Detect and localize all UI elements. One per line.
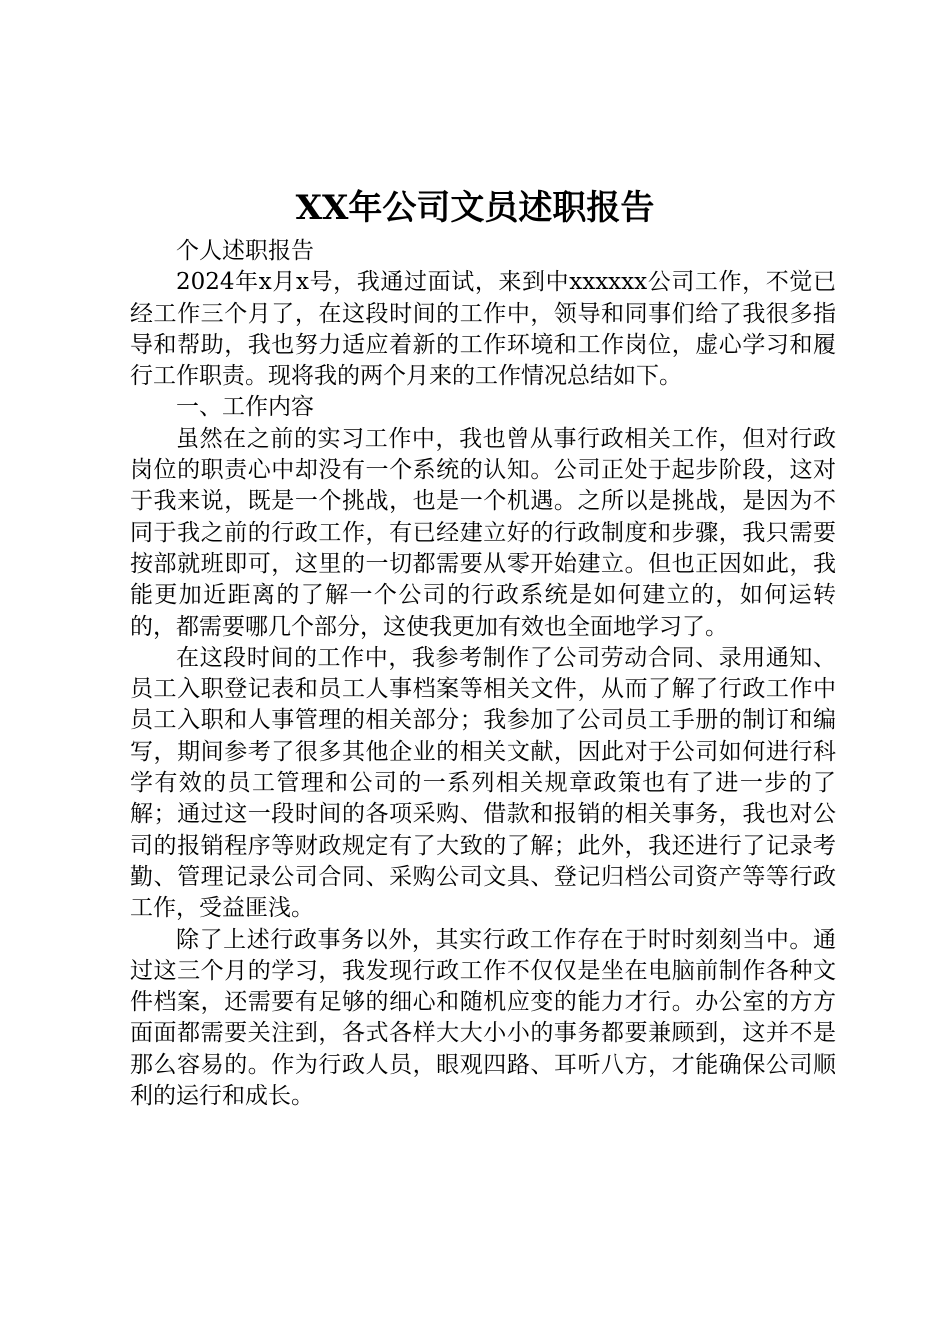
paragraph-tasks: 在这段时间的工作中，我参考制作了公司劳动合同、录用通知、员工入职登记表和员工人事档案等相关文件，从而了解了行政工作中员工入职和人事管理的相关部分；我参加了公司员工手册的制订和编写，期间参考了很多其他企业的相关文献，因此对于公司如何进行科学有效的员工管理和公司的一系列相关规章政策也有了进一步的了解；通过这一段时间的各项采购、借款和报销的相关事务，我也对公司的报销程序等财政规定有了大致的了解；此外，我还进行了记录考勤、管理记录公司合同、采购公司文具、登记归档公司资产等等行政工作，受益匪浅。 [130,644,836,922]
document-title: XX年公司文员述职报告 [295,188,655,228]
paragraph-reflection: 除了上述行政事务以外，其实行政工作存在于时时刻刻当中。通过这三个月的学习，我发现行政工作不仅仅是坐在电脑前制作各种文件档案，还需要有足够的细心和随机应变的能力才行。办公室的方方面面都需要关注到，各式各样大大小小的事务都要兼顾到，这并不是那么容易的。作为行政人员，眼观四路、耳听八方，才能确保公司顺利的运行和成长。 [130,926,836,1110]
paragraph-challenge: 虽然在之前的实习工作中，我也曾从事行政相关工作，但对行政岗位的职责心中却没有一个系统的认知。公司正处于起步阶段，这对于我来说，既是一个挑战，也是一个机遇。之所以是挑战，是因为不同于我之前的行政工作，有已经建立好的行政制度和步骤，我只需要按部就班即可，这里的一切都需要从零开始建立。但也正因如此，我能更加近距离的了解一个公司的行政系统是如何建立的，如何运转的，都需要哪几个部分，这使我更加有效也全面地学习了。 [130,425,836,640]
paragraph-intro: 2024年x月x号，我通过面试，来到中xxxxxx公司工作，不觉已经工作三个月了，在这段时间的工作中，领导和同事们给了我很多指导和帮助，我也努力适应着新的工作环境和工作岗位，虚心学习和履行工作职责。现将我的两个月来的工作情况总结如下。 [130,269,836,390]
document-body [130,236,836,1112]
paragraph-subtitle: 个人述职报告 [176,238,314,264]
section-heading-work-content: 一、工作内容 [176,394,314,421]
